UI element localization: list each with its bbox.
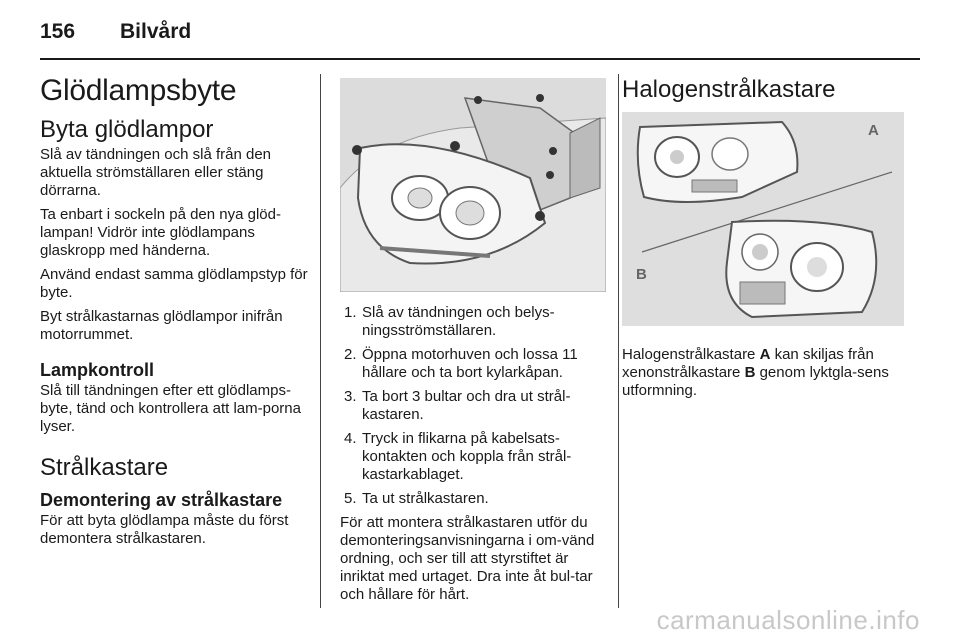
header-rule (40, 58, 920, 60)
paragraph: Använd endast samma glödlampstyp för byte. (40, 266, 308, 301)
halogen-vs-xenon-illustration (622, 112, 904, 326)
list-item: 1. Slå av tändningen och belys-ningsströmställaren. (344, 304, 555, 339)
figure-caption: Halogenstrålkastare A kan skiljas från xenonstrålkastare B genom lyktgla-sens utformning. (622, 346, 889, 399)
list-item: 5. Ta ut strålkastaren. (344, 490, 489, 507)
page-header (40, 18, 920, 58)
section-title-headlights: Strålkastare (40, 454, 169, 481)
paragraph: Slå av tändningen och slå från den aktuella strömställaren eller stäng dörrarna. (40, 146, 271, 199)
figure-label-a: A (868, 122, 879, 139)
section-title-halogen: Halogenstrålkastare (622, 76, 836, 103)
paragraph: För att montera strålkastaren utför du demonteringsanvisningarna i om-vänd ordning, och ser till att styrstiftet är inriktat med urtaget. Dra inte åt bul-tar och hållare för hårt. (340, 514, 595, 603)
paragraph: Ta enbart i sockeln på den nya glöd-lampan! Vidrör inte glödlampans glaskropp med händerna. (40, 206, 281, 259)
paragraph: För att byta glödlampa måste du först demontera strålkastaren. (40, 512, 289, 547)
list-item: 4. Tryck in flikarna på kabelsats-kontakten och koppla från strål-kastarkablaget. (344, 430, 572, 483)
column-middle (340, 72, 606, 610)
subheading-dismount-headlight: Demontering av strålkastare (40, 490, 283, 510)
list-item: 2. Öppna motorhuven och lossa 11 hållare och ta bort kylarkåpan. (344, 346, 578, 381)
headlight-removal-illustration (340, 78, 606, 292)
column-left (40, 72, 308, 554)
list-item: 3. Ta bort 3 bultar och dra ut strål-kastaren. (344, 388, 571, 423)
section-title-bulb-change: Glödlampsbyte (40, 74, 237, 107)
column-right (622, 72, 922, 406)
column-divider (320, 74, 321, 608)
column-divider (618, 74, 619, 608)
subheading-lamp-check: Lampkontroll (40, 360, 155, 380)
paragraph: Slå till tändningen efter ett glödlamps-byte, tänd och kontrollera att lam-porna lyser. (40, 382, 301, 435)
paragraph: Byt strålkastarnas glödlampor inifrån motorrummet. (40, 308, 283, 343)
engine-bay-headlight-drawing (340, 78, 606, 292)
headlight-comparison-drawing (622, 112, 904, 326)
removal-steps-list (340, 304, 606, 508)
page-number: 156 (40, 20, 76, 43)
subheading-change-bulbs: Byta glödlampor (40, 116, 214, 143)
figure-label-b: B (636, 266, 647, 283)
watermark: carmanualsonline.info (656, 605, 920, 635)
chapter-title: Bilvård (120, 20, 192, 43)
